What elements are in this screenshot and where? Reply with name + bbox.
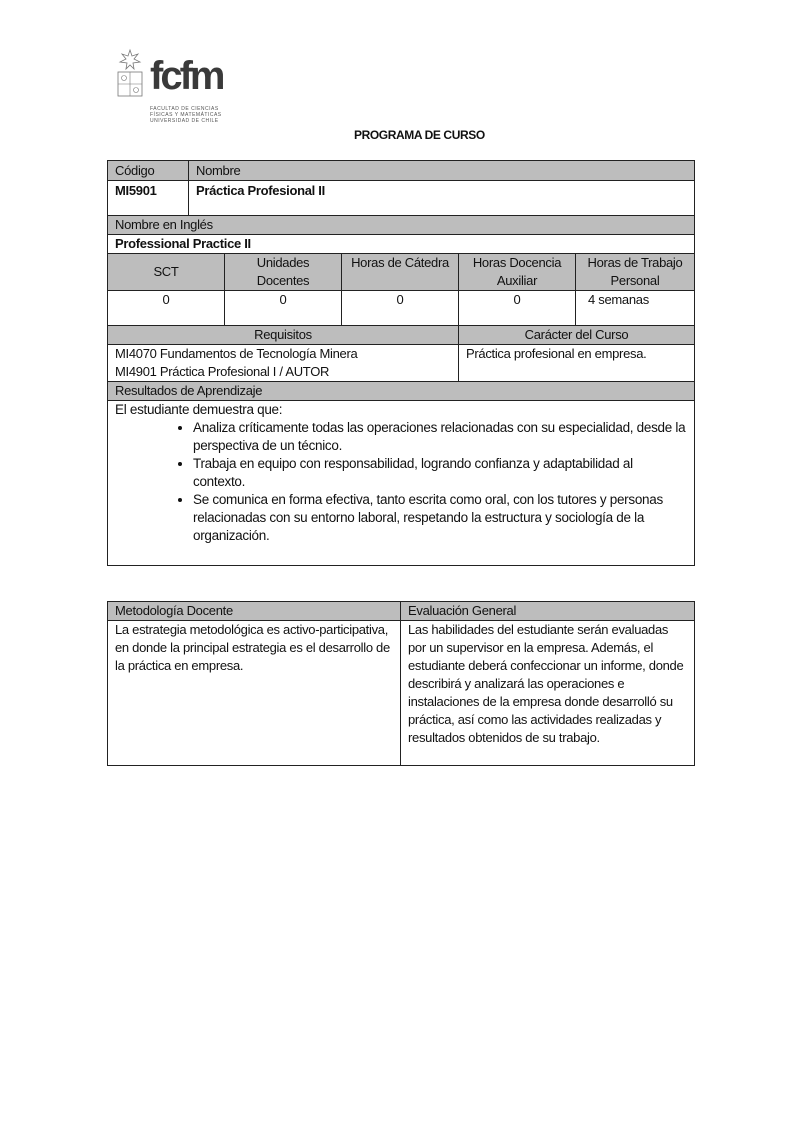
hours-header-catedra: Horas de Cátedra — [342, 254, 459, 291]
code-label: Código — [108, 161, 189, 180]
course-name: Práctica Profesional II — [196, 183, 325, 198]
evaluation-label: Evaluación General — [401, 602, 695, 621]
requirements-list — [108, 345, 459, 382]
methodology-content-row — [108, 621, 695, 766]
course-character: Práctica profesional en empresa. — [459, 345, 695, 382]
outcomes-intro: El estudiante demuestra que: — [115, 402, 283, 417]
fcfm-logo — [112, 48, 242, 130]
character-label: Carácter del Curso — [459, 326, 695, 345]
university-emblem-icon — [112, 48, 148, 100]
requirement-item: MI4901 Práctica Profesional I / AUTOR — [115, 364, 330, 379]
hours-values-row — [108, 291, 695, 326]
outcomes-label: Resultados de Aprendizaje — [108, 382, 695, 401]
english-name-label: Nombre en Inglés — [108, 216, 695, 235]
hours-value-auxiliar: 0 — [459, 291, 576, 326]
code-name-row — [108, 181, 695, 216]
hours-value-unidades: 0 — [225, 291, 342, 326]
outcome-item: • Se comunica en forma efectiva, tanto escrita como oral, con los tutores y personas relacionadas con su entorno laboral, respetando la estructura y sociología de la organización. — [193, 491, 687, 545]
hours-header-row — [108, 254, 695, 291]
outcome-item: • Analiza críticamente todas las operaciones relacionadas con su especialidad, desde la perspectiva de un técnico. — [193, 419, 687, 455]
evaluation-text: Las habilidades del estudiante serán evaluadas por un supervisor en la empresa. Además, el estudiante deberá confeccionar un informe, donde describirá y analizará las operaciones e instalaciones de la empresa donde desarrolló su práctica, así como las actividades realizadas y resultados obtenidos de su trabajo. — [401, 621, 695, 766]
hours-header-personal: Horas de Trabajo Personal — [576, 254, 695, 291]
logo-wordmark: fcfm — [150, 54, 223, 98]
methodology-label: Metodología Docente — [108, 602, 401, 621]
english-name: Professional Practice II — [108, 235, 695, 254]
hours-header-sct: SCT — [108, 254, 225, 291]
course-info-table — [107, 160, 695, 566]
hours-value-sct: 0 — [108, 291, 225, 326]
outcome-item: • Trabaja en equipo con responsabilidad, logrando confianza y adaptabilidad al contexto. — [193, 455, 687, 491]
requirements-row — [108, 345, 695, 382]
document-title: PROGRAMA DE CURSO — [354, 128, 485, 142]
hours-header-unidades: Unidades Docentes — [225, 254, 342, 291]
requirements-header-row — [108, 326, 695, 345]
outcomes-row — [108, 401, 695, 566]
name-label: Nombre — [196, 163, 241, 178]
methodology-table — [107, 601, 695, 766]
course-code: MI5901 — [108, 181, 189, 215]
methodology-text: La estrategia metodológica es activo-participativa, en donde la principal estrategia es el desarrollo de la práctica en empresa. — [108, 621, 401, 766]
requirement-item: MI4070 Fundamentos de Tecnología Minera — [115, 346, 358, 361]
hours-header-auxiliar: Horas Docencia Auxiliar — [459, 254, 576, 291]
requirements-label: Requisitos — [108, 326, 459, 345]
hours-value-catedra: 0 — [342, 291, 459, 326]
code-name-header-row — [108, 161, 695, 181]
outcomes-list — [115, 419, 687, 545]
hours-value-personal: 4 semanas — [576, 291, 695, 326]
methodology-header-row — [108, 602, 695, 621]
logo-subtitle: FACULTAD DE CIENCIAS FÍSICAS Y MATEMÁTICAS UNIVERSIDAD DE CHILE — [150, 106, 222, 124]
